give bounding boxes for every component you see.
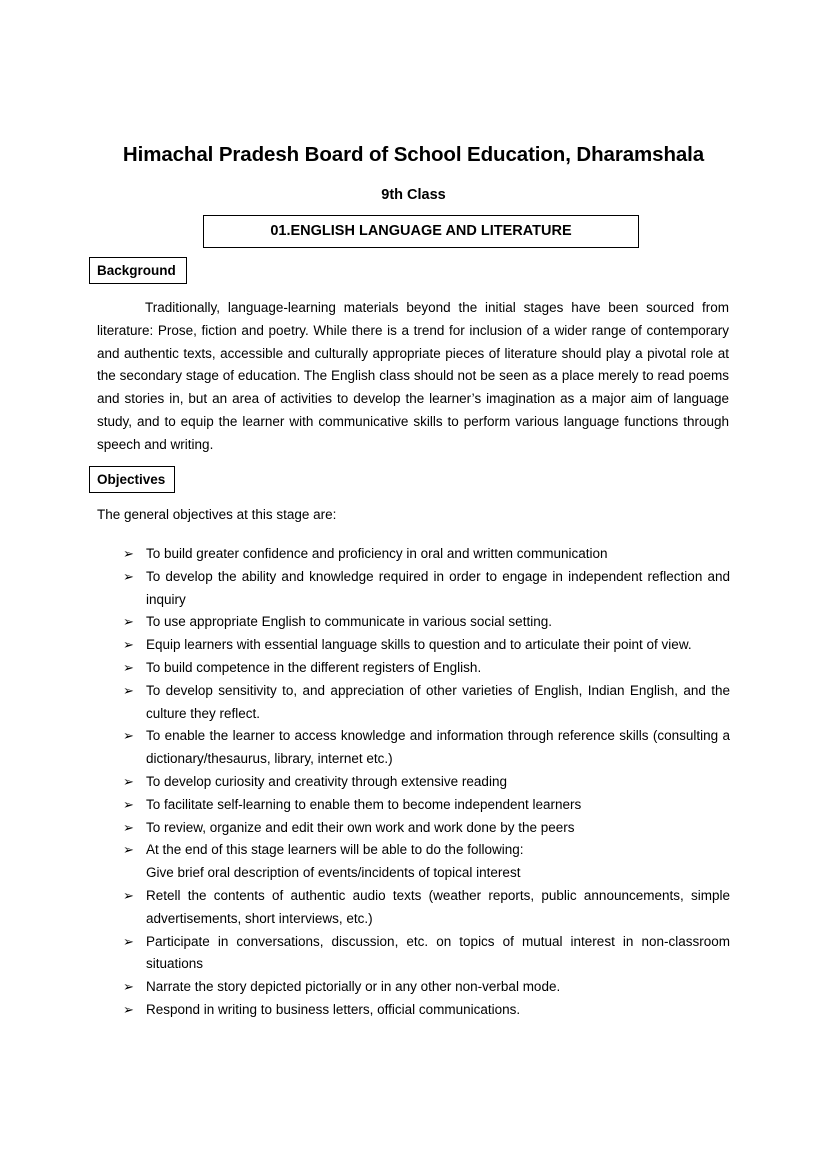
- arrow-bullet-icon: ➢: [123, 887, 134, 903]
- list-item: [123, 931, 730, 977]
- arrow-bullet-icon: ➢: [123, 659, 134, 675]
- list-item: [123, 771, 730, 794]
- list-item: [123, 976, 730, 999]
- background-heading: Background: [89, 257, 187, 284]
- list-item-text: To develop curiosity and creativity through extensive reading: [146, 773, 507, 789]
- list-item: [123, 657, 730, 680]
- objectives-list: [123, 543, 730, 1022]
- arrow-bullet-icon: ➢: [123, 979, 134, 995]
- list-item-text: To use appropriate English to communicate in various social setting.: [146, 614, 552, 630]
- arrow-bullet-icon: ➢: [123, 614, 134, 630]
- arrow-bullet-icon: ➢: [123, 568, 134, 584]
- arrow-bullet-icon: ➢: [123, 796, 134, 812]
- list-item: [123, 680, 730, 726]
- list-item: [123, 566, 730, 612]
- list-item: [123, 885, 730, 931]
- list-item-text: To review, organize and edit their own work and work done by the peers: [146, 819, 575, 835]
- list-item-text: Participate in conversations, discussion, etc. on topics of mutual interest in non-classroom situations: [146, 933, 730, 972]
- list-item-subline: Give brief oral description of events/incidents of topical interest: [146, 865, 521, 881]
- list-item: [123, 611, 730, 634]
- list-item: [123, 839, 730, 885]
- list-item: [123, 817, 730, 840]
- list-item: [123, 634, 730, 657]
- list-item-text: Narrate the story depicted pictorially or in any other non-verbal mode.: [146, 979, 561, 995]
- arrow-bullet-icon: ➢: [123, 682, 134, 698]
- objectives-heading: Objectives: [89, 466, 175, 493]
- arrow-bullet-icon: ➢: [123, 1001, 134, 1017]
- list-item-text: To build greater confidence and proficiency in oral and written communication: [146, 546, 608, 561]
- list-item-text: Retell the contents of authentic audio texts (weather reports, public announcements, simple advertisements, short interviews, etc.): [146, 887, 730, 926]
- list-item-text: To develop sensitivity to, and appreciation of other varieties of English, Indian English, and the culture they reflect.: [146, 682, 730, 721]
- board-title: Himachal Pradesh Board of School Education, Dharamshala: [122, 143, 705, 166]
- list-item: [123, 999, 730, 1022]
- list-item-text: Equip learners with essential language skills to question and to articulate their point of view.: [146, 637, 692, 653]
- list-item-text: At the end of this stage learners will be able to do the following:: [146, 842, 524, 858]
- list-item-text: To facilitate self-learning to enable them to become independent learners: [146, 796, 582, 812]
- arrow-bullet-icon: ➢: [123, 819, 134, 835]
- list-item-text: To build competence in the different registers of English.: [146, 659, 482, 675]
- list-item-text: To develop the ability and knowledge required in order to engage in independent reflection and inquiry: [146, 568, 730, 607]
- class-label: 9th Class: [381, 187, 446, 203]
- list-item-text: To enable the learner to access knowledge and information through reference skills (consulting a dictionary/thesaurus, library, internet etc.): [146, 728, 730, 767]
- list-item: [123, 543, 730, 566]
- background-paragraph: Traditionally, language-learning materials beyond the initial stages have been sourced from literature: Prose, fiction and poetry. While there is a trend for inclusion of a wider range of contemporary and authentic texts, accessible and culturally appropriate pieces of literature should play a pivotal role at the secondary stage of education. The English class should not be seen as a place merely to read poems and stories in, but an area of activities to develop the learner’s imagination as a major aim of language study, and to equip the learner with communicative skills to perform various language functions through speech and writing.: [97, 300, 729, 452]
- list-item: [123, 725, 730, 771]
- arrow-bullet-icon: ➢: [123, 773, 134, 789]
- arrow-bullet-icon: ➢: [123, 637, 134, 653]
- arrow-bullet-icon: ➢: [123, 933, 134, 949]
- arrow-bullet-icon: ➢: [123, 728, 134, 744]
- arrow-bullet-icon: ➢: [123, 842, 134, 858]
- objectives-intro: The general objectives at this stage are:: [97, 507, 337, 522]
- subject-heading-box: 01.ENGLISH LANGUAGE AND LITERATURE: [203, 215, 639, 248]
- list-item-text: Respond in writing to business letters, official communications.: [146, 1001, 521, 1017]
- arrow-bullet-icon: ➢: [123, 546, 134, 561]
- list-item: [123, 794, 730, 817]
